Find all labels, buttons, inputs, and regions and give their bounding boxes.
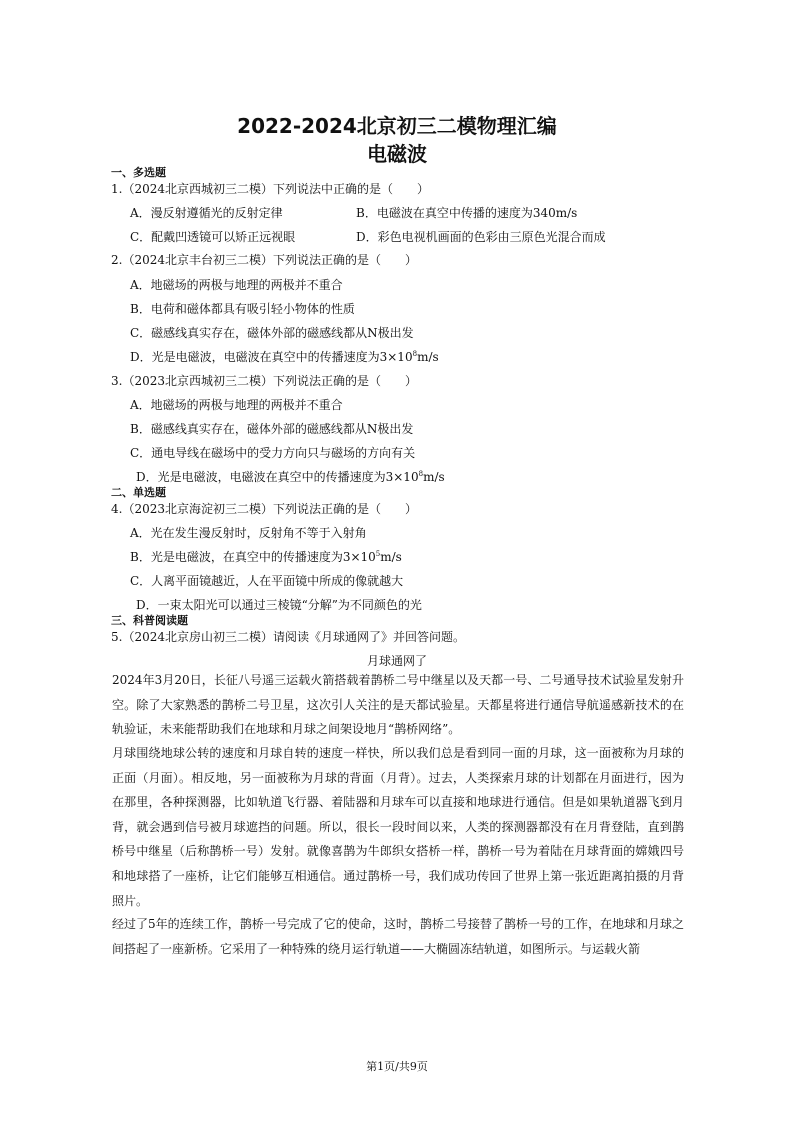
question-3-option-d (136, 468, 445, 485)
question-3-option-d-unit: m/s (423, 470, 445, 484)
question-2-stem: 2.（2024北京丰台初三二模）下列说法正确的是（ ） (111, 253, 417, 267)
article-paragraph-3: 经过了5年的连续工作，鹊桥一号完成了它的使命，这时，鹊桥二号接替了鹊桥一号的工作，在地球和月球之间搭起了一座新桥。它采用了一种特殊的绕月运行轨道——大椭圆冻结轨道，如图所示。与运载火箭 (112, 917, 684, 956)
question-2-option-b: B．电荷和磁体都具有吸引轻小物体的性质 (130, 302, 355, 316)
question-2-option-a: A．地磁场的两极与地理的两极并不重合 (130, 278, 343, 292)
article-paragraph-2: 月球围绕地球公转的速度和月球自转的速度一样快，所以我们总是看到同一面的月球，这一面被称为月球的正面（月面）。相反地，另一面被称为月球的背面（月背）。过去，人类探索月球的计划都在月面进行，因为在那里，各种探测器，比如轨道飞行器、着陆器和月球车可以直接和地球进行通信。但是如果轨道器飞到月背，就会遇到信号被月球遮挡的问题。所以，很长一段时间以来，人类的探测器都没有在月背登陆，直到鹊桥号中继星（后称鹊桥一号）发射。就像喜鹊为牛郎织女搭桥一样，鹊桥一号为着陆在月球背面的嫦娥四号和地球搭了一座桥，让它们能够互相通信。通过鹊桥一号，我们成功传回了世界上第一张近距离拍摄的月背照片。 (112, 746, 684, 908)
question-4-option-b (130, 548, 402, 565)
question-4-stem: 4.（2023北京海淀初三二模）下列说法正确的是（ ） (111, 502, 417, 516)
page-number: 第1页/共9页 (366, 1060, 428, 1073)
question-4-option-b-unit: m/s (380, 550, 402, 564)
question-2-option-d-text: D．光是电磁波，电磁波在真空中的传播速度为3×10 (130, 350, 413, 364)
question-2-option-d-exponent: 8 (412, 350, 418, 358)
question-1-option-d: D．彩色电视机画面的色彩由三原色光混合而成 (356, 230, 606, 244)
question-1-option-c: C．配戴凹透镜可以矫正远视眼 (130, 230, 296, 244)
question-5-stem: 5.（2024北京房山初三二模）请阅读《月球通网了》并回答问题。 (111, 630, 465, 644)
question-2-option-c: C．磁感线真实存在，磁体外部的磁感线都从N极出发 (130, 326, 414, 340)
question-3-option-d-exponent: 8 (418, 470, 424, 478)
question-4-option-d: D．一束太阳光可以通过三棱镜“分解”为不同颜色的光 (136, 598, 422, 612)
question-4-option-a: A．光在发生漫反射时，反射角不等于入射角 (130, 526, 367, 540)
section-heading-science-reading: 三、科普阅读题 (111, 614, 188, 627)
question-3-option-d-text: D．光是电磁波，电磁波在真空中的传播速度为3×10 (136, 470, 419, 484)
article-paragraph-1: 2024年3月20日，长征八号遥三运载火箭搭载着鹊桥二号中继星以及天都一号、二号通导技术试验星发射升空。除了大家熟悉的鹊桥二号卫星，这次引人关注的是天都试验星。天都星将进行通信导航遥感新技术的在轨验证，未来能帮助我们在地球和月球之间架设地月“鹊桥网络”。 (112, 673, 684, 737)
article-title: 月球通网了 (366, 654, 427, 668)
question-1-option-a: A．漫反射遵循光的反射定律 (130, 206, 283, 220)
section-heading-single-choice: 二、单选题 (111, 486, 166, 499)
question-4-option-c: C．人离平面镜越近，人在平面镜中所成的像就越大 (130, 574, 404, 588)
question-2-option-d-unit: m/s (417, 350, 439, 364)
document-title: 2022-2024北京初三二模物理汇编 (237, 114, 557, 138)
question-3-stem: 3.（2023北京西城初三二模）下列说法正确的是（ ） (111, 374, 417, 388)
question-3-option-a: A．地磁场的两极与地理的两极并不重合 (130, 398, 343, 412)
section-heading-multiple-choice: 一、多选题 (111, 166, 166, 179)
document-subtitle: 电磁波 (367, 142, 427, 166)
question-3-option-c: C．通电导线在磁场中的受力方向只与磁场的方向有关 (130, 446, 416, 460)
question-2-option-d (130, 348, 439, 365)
question-1-option-b: B．电磁波在真空中传播的速度为340m/s (356, 206, 578, 220)
question-4-option-b-exponent: 5 (375, 550, 381, 558)
question-4-option-b-text: B．光是电磁波，在真空中的传播速度为3×10 (130, 550, 376, 564)
question-3-option-b: B．磁感线真实存在，磁体外部的磁感线都从N极出发 (130, 422, 414, 436)
question-1-stem: 1.（2024北京西城初三二模）下列说法中正确的是（ ） (111, 182, 429, 196)
